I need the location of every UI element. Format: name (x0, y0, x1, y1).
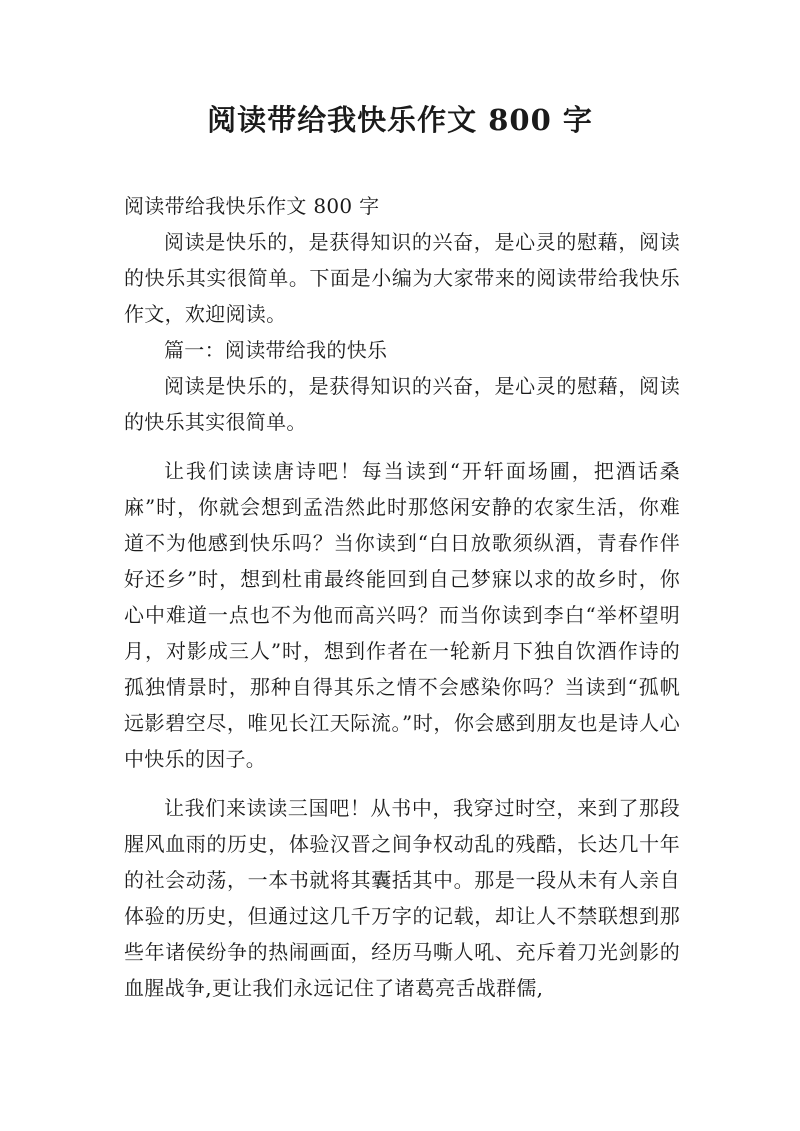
body-paragraph: 让我们来读读三国吧！从书中，我穿过时空，来到了那段腥风血雨的历史，体验汉晋之间争权动乱的残酷，长达几十年的社会动荡，一本书就将其囊括其中。那是一段从未有人亲自体验的历史，但通过这几千万字的记载，却让人不禁联想到那些年诸侯纷争的热闹画面，经历马嘶人吼、充斥着刀光剑影的血腥战争,更让我们永远记住了诸葛亮舌战群儒, (124, 796, 680, 1000)
body-paragraph: 让我们读读唐诗吧！每当读到“开轩面场圃，把酒话桑麻”时，你就会想到孟浩然此时那悠闲安静的农家生活，你难道不为他感到快乐吗？当你读到“白日放歌须纵酒，青春作伴好还乡”时，想到杜甫最终能回到自己梦寐以求的故乡时，你心中难道一点也不为他而高兴吗？而当你读到李白“举杯望明月，对影成三人”时，想到作者在一轮新月下独自饮酒作诗的孤独情景时，那种自得其乐之情不会感染你吗？当读到“孤帆远影碧空尽，唯见长江天际流。”时，你会感到朋友也是诗人心中快乐的因子。 (124, 459, 680, 771)
document-title: 阅读带给我快乐作文 800 字 (207, 103, 593, 137)
body-paragraph: 阅读是快乐的，是获得知识的兴奋，是心灵的慰藉，阅读的快乐其实很简单。 (124, 374, 680, 434)
document-subtitle: 阅读带给我快乐作文 800 字 (124, 194, 380, 218)
document-body (124, 188, 680, 1006)
section-heading: 篇一：阅读带给我的快乐 (164, 338, 388, 362)
intro-paragraph: 阅读是快乐的，是获得知识的兴奋，是心灵的慰藉，阅读的快乐其实很简单。下面是小编为大家带来的阅读带给我快乐作文，欢迎阅读。 (124, 230, 680, 326)
